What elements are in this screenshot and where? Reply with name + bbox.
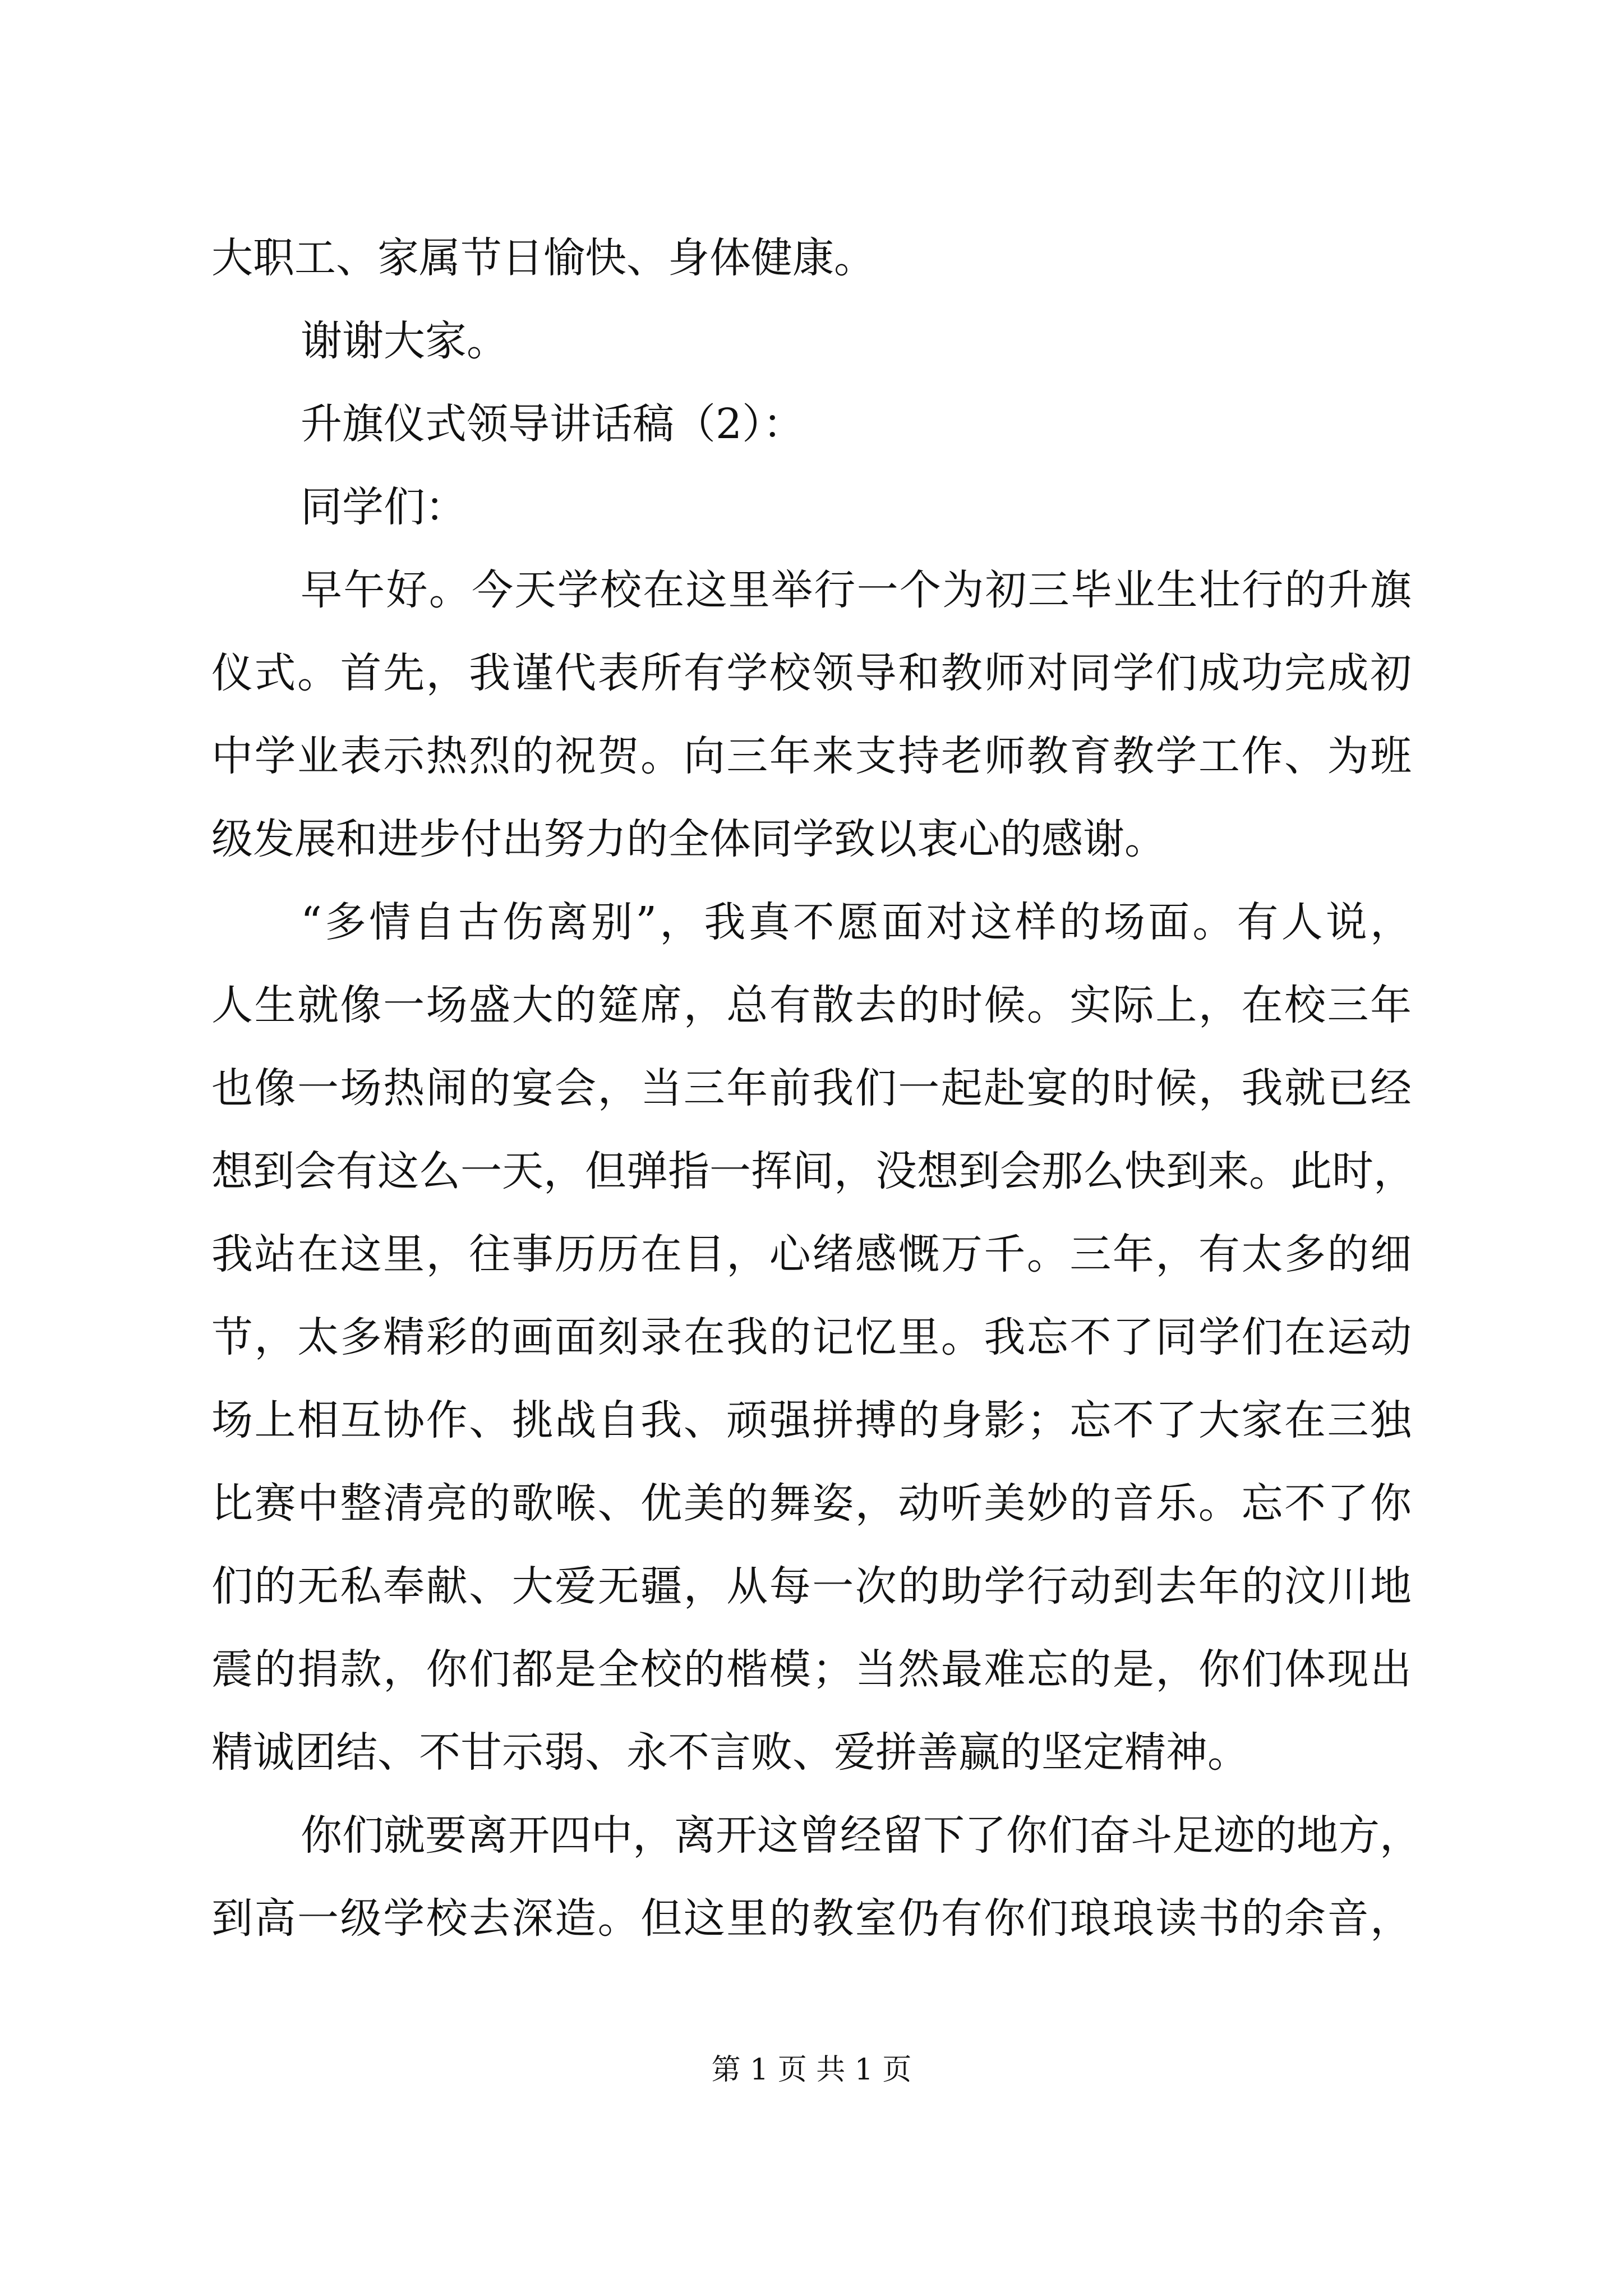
section-heading: 升旗仪式领导讲话稿（2）：	[301, 400, 805, 448]
text-line: 想到会有这么一天，但弹指一挥间，没想到会那么快到来。此时，	[211, 1147, 1415, 1195]
text-line: 中学业表示热烈的祝贺。向三年来支持老师教育教学工作、为班	[211, 732, 1412, 780]
text-line: 我站在这里，往事历历在目，心绪感慨万千。三年，有太多的细	[211, 1230, 1412, 1278]
text-line: 们的无私奉献、大爱无疆，从每一次的助学行动到去年的汶川地	[211, 1562, 1412, 1611]
text-line: 早午好。今天学校在这里举行一个为初三毕业生壮行的升旗	[301, 566, 1412, 614]
text-line: 也像一场热闹的宴会，当三年前我们一起赴宴的时候，我就已经	[211, 1064, 1412, 1112]
text-line: 你们就要离开四中，离开这曾经留下了你们奋斗足迹的地方，	[301, 1811, 1421, 1860]
text-line: 谢谢大家。	[301, 317, 508, 365]
text-line: 场上相互协作、挑战自我、顽强拼搏的身影；忘不了大家在三独	[211, 1396, 1412, 1444]
text-line: 大职工、家属节日愉快、身体健康。	[211, 234, 875, 282]
text-line: 震的捐款，你们都是全校的楷模；当然最难忘的是，你们体现出	[211, 1645, 1412, 1694]
text-line: 人生就像一场盛大的筵席，总有散去的时候。实际上，在校三年	[211, 981, 1412, 1029]
page-number-footer: 第 1 页 共 1 页	[711, 2053, 912, 2087]
text-line: 比赛中整清亮的歌喉、优美的舞姿，动听美妙的音乐。忘不了你	[211, 1479, 1412, 1527]
text-line: 仪式。首先，我谨代表所有学校领导和教师对同学们成功完成初	[211, 649, 1412, 697]
text-line: “多情自古伤离别”，我真不愿面对这样的场面。有人说，	[301, 898, 1412, 946]
salutation: 同学们：	[301, 483, 467, 531]
text-line: 节，太多精彩的画面刻录在我的记忆里。我忘不了同学们在运动	[211, 1313, 1412, 1361]
text-line: 级发展和进步付出努力的全体同学致以衷心的感谢。	[211, 815, 1166, 863]
text-line: 精诚团结、不甘示弱、永不言败、爱拼善赢的坚定精神。	[211, 1728, 1249, 1777]
text-line: 到高一级学校去深造。但这里的教室仍有你们琅琅读书的余音，	[211, 1894, 1412, 1943]
